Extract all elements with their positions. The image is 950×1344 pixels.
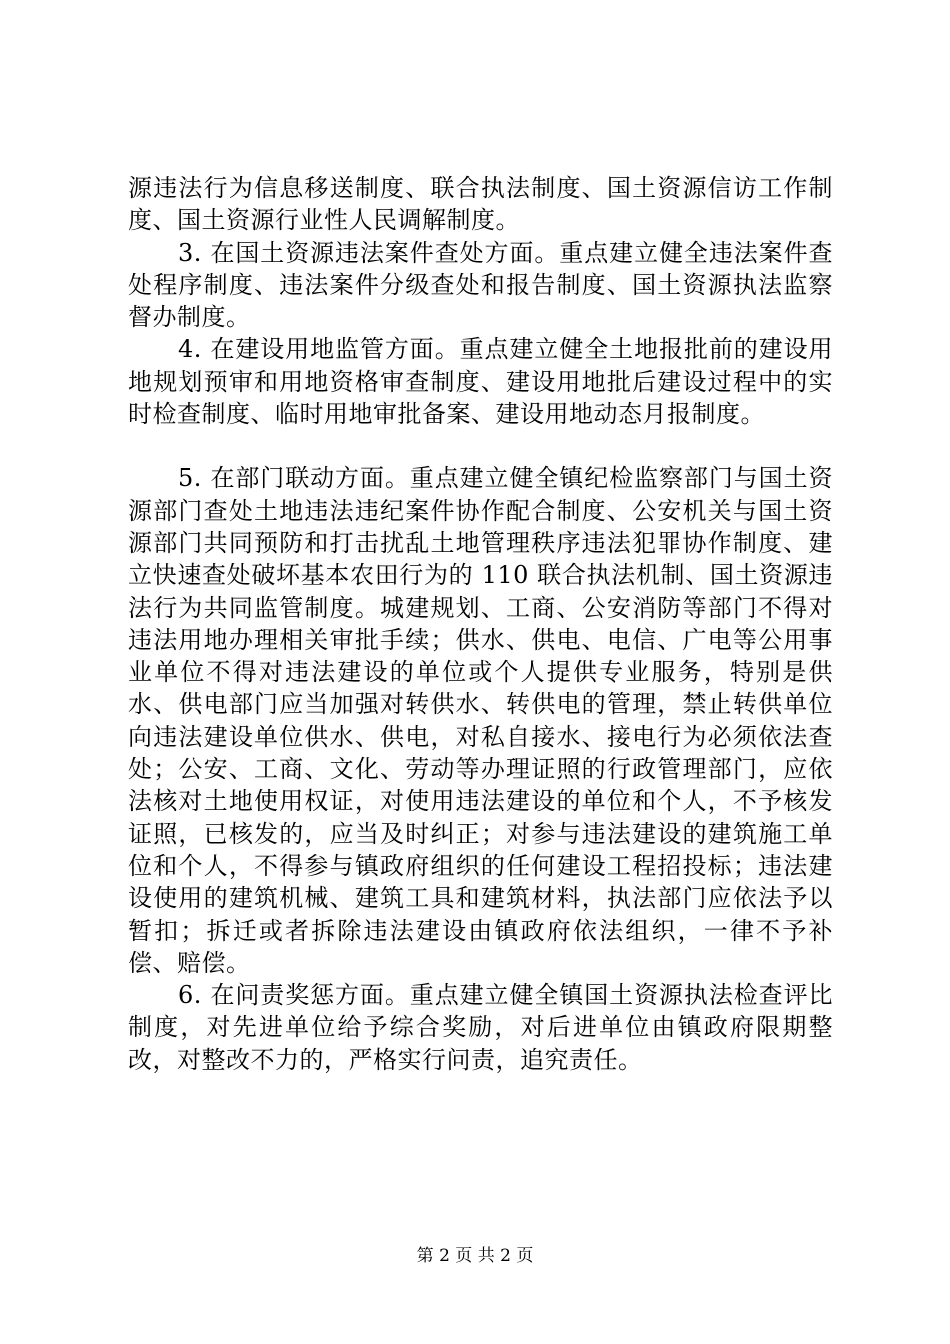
paragraph-item-6: 6. 在问责奖惩方面。重点建立健全镇国土资源执法检查评比制度，对先进单位给予综合奖励，对后进单位由镇政府限期整改，对整改不力的，严格实行问责，追究责任。: [128, 981, 833, 1074]
paragraph-item-4: 4. 在建设用地监管方面。重点建立健全土地报批前的建设用地规划预审和用地资格审查制度、建设用地批后建设过程中的实时检查制度、临时用地审批备案、建设用地动态月报制度。: [128, 335, 833, 429]
document-body: [128, 172, 833, 1076]
paragraph-item-5: 5. 在部门联动方面。重点建立健全镇纪检监察部门与国土资源部门查处土地违法违纪案件协作配合制度、公安机关与国土资源部门共同预防和打击扰乱土地管理秩序违法犯罪协作制度、建立快速查处破坏基本农田行为的 110 联合执法机制、国土资源违法行为共同监管制度。城建规划、工商、公安消防等部门不得对违法用地办理相关审批手续；供水、供电、电信、广电等公用事业单位不得对违法建设的单位或个人提供专业服务，特别是供水、供电部门应当加强对转供水、转供电的管理，禁止转供单位向违法建设单位供水、供电，对私自接水、接电行为必须依法查处；公安、工商、文化、劳动等办理证照的行政管理部门，应依法核对土地使用权证，对使用违法建设的单位和个人，不予核发证照，已核发的，应当及时纠正；对参与违法建设的建筑施工单位和个人，不得参与镇政府组织的任何建设工程招投标；违法建设使用的建筑机械、建筑工具和建筑材料，执法部门应依法予以暂扣；拆迁或者拆除违法建设由镇政府依法组织，一律不予补偿、赔偿。: [128, 464, 833, 977]
page-footer: 第 2 页 共 2 页: [416, 1246, 534, 1266]
paragraph-item-3: 3. 在国土资源违法案件查处方面。重点建立健全违法案件查处程序制度、违法案件分级查处和报告制度、国土资源执法监察督办制度。: [128, 238, 833, 332]
paragraph-continuation: 源违法行为信息移送制度、联合执法制度、国土资源信访工作制度、国土资源行业性人民调解制度。: [128, 174, 833, 235]
